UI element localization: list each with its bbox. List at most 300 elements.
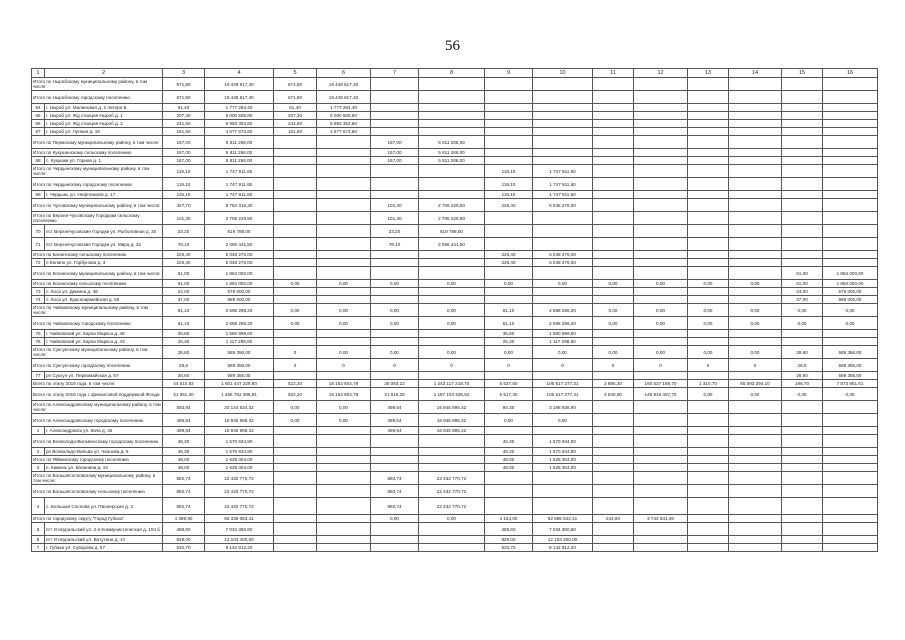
value-cell: 101,30 — [163, 212, 205, 225]
value-cell — [419, 296, 485, 304]
row-address: г. Чердынь ул. Нефтяников д. 17 — [45, 191, 163, 199]
value-cell — [419, 191, 485, 199]
value-cell: 5 811 266,00 — [205, 157, 274, 165]
value-cell — [419, 456, 485, 464]
value-cell — [634, 427, 688, 435]
value-cell: 7 873 951,61 — [823, 380, 878, 388]
row-label: Итого по Всеволодо-Вильвенскому городскому поселению — [32, 435, 163, 448]
value-cell: 0,00 — [419, 304, 485, 317]
value-cell — [593, 120, 634, 128]
value-cell: 12 103 400,00 — [205, 536, 274, 544]
value-cell: 105 617 377,31 — [533, 380, 593, 388]
header-cell: 10 — [533, 69, 593, 78]
header-cell: 14 — [729, 69, 782, 78]
value-cell — [634, 296, 688, 304]
value-cell: 0,00 — [274, 414, 317, 427]
value-cell — [729, 149, 782, 157]
value-cell: 522,20 — [274, 380, 317, 388]
value-cell — [593, 448, 634, 456]
value-cell: 167,00 — [371, 136, 419, 149]
value-cell: 589 356,00 — [823, 372, 878, 380]
value-cell: 0,00 — [782, 304, 823, 317]
value-cell — [688, 165, 729, 178]
row-number: 64 — [32, 104, 45, 112]
value-cell: 6 048 276,00 — [533, 199, 593, 212]
value-cell — [688, 112, 729, 120]
table-row — [32, 338, 878, 346]
value-cell — [823, 536, 878, 544]
value-cell: 0 — [593, 359, 634, 372]
table-row — [32, 515, 878, 523]
value-cell — [533, 267, 593, 280]
value-cell: 1 466 792 398,81 — [205, 388, 274, 401]
value-cell: 0,00 — [533, 414, 593, 427]
value-cell: 23,20 — [163, 225, 205, 238]
value-cell — [371, 120, 419, 128]
value-cell — [634, 448, 688, 456]
header-cell: 2 — [45, 69, 163, 78]
value-cell: 5 811 266,00 — [205, 149, 274, 157]
table-row — [32, 414, 878, 427]
value-cell — [782, 178, 823, 191]
value-cell: 1 601 447 229,80 — [205, 380, 274, 388]
value-cell: 0 — [729, 359, 782, 372]
table-row — [32, 259, 878, 267]
value-cell — [634, 238, 688, 251]
value-cell — [485, 112, 533, 120]
value-cell — [823, 523, 878, 536]
value-cell — [688, 288, 729, 296]
row-address: пст Верхнечусовские Городки ул. Рыболовная д. 20 — [45, 225, 163, 238]
value-cell: 61,00 — [782, 280, 823, 288]
value-cell — [274, 251, 317, 259]
value-cell: 892,74 — [371, 485, 419, 498]
value-cell: 5 811 266,00 — [419, 157, 485, 165]
value-cell: 61,10 — [485, 304, 533, 317]
table-row — [32, 78, 878, 91]
value-cell — [371, 523, 419, 536]
value-cell: 22 432 770,72 — [419, 472, 485, 485]
value-cell — [593, 251, 634, 259]
value-cell — [782, 338, 823, 346]
value-cell — [782, 448, 823, 456]
value-cell — [371, 296, 419, 304]
value-cell: 5 811 266,00 — [205, 136, 274, 149]
value-cell — [274, 536, 317, 544]
row-address: п. Камень ул. Калинина д. 10 — [45, 464, 163, 472]
value-cell — [688, 128, 729, 136]
value-cell — [782, 238, 823, 251]
value-cell — [634, 91, 688, 104]
value-cell: 0,00 — [823, 388, 878, 401]
value-cell — [274, 523, 317, 536]
value-cell: 226,40 — [163, 251, 205, 259]
value-cell — [593, 104, 634, 112]
value-cell: 167,00 — [163, 157, 205, 165]
value-cell — [729, 372, 782, 380]
row-number: 3 — [32, 464, 45, 472]
value-cell — [419, 267, 485, 280]
table-row — [32, 544, 878, 552]
value-cell — [729, 515, 782, 523]
value-cell — [485, 136, 533, 149]
value-cell: 1 777 284,40 — [205, 104, 274, 112]
row-number: 69 — [32, 191, 45, 199]
value-cell — [317, 330, 371, 338]
value-cell: 0,00 — [634, 304, 688, 317]
value-cell: 6 000 505,80 — [205, 112, 274, 120]
row-label: Итого по Кукушенскому сельскому поселению — [32, 149, 163, 157]
value-cell: 0 — [317, 359, 371, 372]
header-cell: 16 — [823, 69, 878, 78]
value-cell — [729, 104, 782, 112]
value-cell — [593, 225, 634, 238]
value-cell — [371, 464, 419, 472]
value-cell: 0,00 — [533, 280, 593, 288]
value-cell: 48,00 — [485, 456, 533, 464]
value-cell: 5 811 266,00 — [419, 136, 485, 149]
row-label: Итого по Чердынскому городскому поселению — [32, 178, 163, 191]
value-cell: 1 747 911,60 — [205, 178, 274, 191]
value-cell: 2 698 298,20 — [205, 304, 274, 317]
value-cell — [729, 165, 782, 178]
value-cell: 19 448 817,40 — [317, 91, 371, 104]
value-cell — [823, 78, 878, 91]
table-body — [32, 69, 878, 552]
value-cell: 888 000,00 — [205, 296, 274, 304]
value-cell — [419, 372, 485, 380]
value-cell: 0,00 — [593, 280, 634, 288]
value-cell — [634, 225, 688, 238]
row-label: Итого по Ныробскому городскому поселению — [32, 91, 163, 104]
value-cell — [634, 149, 688, 157]
table-row — [32, 388, 878, 401]
row-number: 75 — [32, 330, 45, 338]
value-cell: 16 945 895,42 — [205, 414, 274, 427]
value-cell: 327,70 — [163, 199, 205, 212]
value-cell: 24,00 — [782, 288, 823, 296]
row-address: с. Кукушки ул. Горная д. 1 — [45, 157, 163, 165]
value-cell — [823, 485, 878, 498]
value-cell: 0,00 — [317, 280, 371, 288]
value-cell: 19 448 817,40 — [205, 91, 274, 104]
value-cell — [274, 238, 317, 251]
value-cell: 46,30 — [163, 448, 205, 456]
value-cell — [823, 157, 878, 165]
page-number: 56 — [445, 38, 460, 54]
table-row — [32, 456, 878, 464]
table-row — [32, 317, 878, 330]
value-cell — [533, 91, 593, 104]
value-cell: 119,10 — [485, 178, 533, 191]
value-cell — [274, 456, 317, 464]
value-cell: 12 103 400,00 — [533, 536, 593, 544]
value-cell: 24,00 — [163, 288, 205, 296]
value-cell — [317, 149, 371, 157]
value-cell: 7 034 360,60 — [533, 523, 593, 536]
value-cell: 892,74 — [163, 498, 205, 515]
header-cell: 6 — [317, 69, 371, 78]
value-cell: 0,00 — [688, 346, 729, 359]
value-cell — [533, 112, 593, 120]
value-cell — [371, 165, 419, 178]
value-cell: 18 153 604,78 — [317, 380, 371, 388]
table-row — [32, 225, 878, 238]
value-cell: 0,00 — [533, 346, 593, 359]
value-cell: 48,00 — [163, 464, 205, 472]
row-label: Итого по Александровскому муниципальному району, в том числе: — [33, 402, 161, 412]
value-cell — [634, 165, 688, 178]
value-cell — [688, 338, 729, 346]
value-cell: 0,00 — [419, 317, 485, 330]
row-number: 1 — [32, 427, 45, 435]
value-cell — [317, 251, 371, 259]
value-cell: 0,00 — [419, 346, 485, 359]
value-cell: 499,54 — [163, 427, 205, 435]
value-cell: 671,90 — [163, 91, 205, 104]
value-cell — [274, 330, 317, 338]
value-cell: 5 537,50 — [485, 380, 533, 388]
value-cell: 61,00 — [163, 280, 205, 288]
value-cell: 8 142 812,20 — [205, 544, 274, 552]
value-cell — [688, 296, 729, 304]
value-cell — [593, 338, 634, 346]
table-row — [32, 380, 878, 388]
value-cell — [371, 191, 419, 199]
value-cell: 892,74 — [163, 472, 205, 485]
value-cell: 62 595 542,41 — [533, 515, 593, 523]
value-cell: 1 777 284,40 — [317, 104, 371, 112]
value-cell — [485, 91, 533, 104]
table-row — [32, 91, 878, 104]
value-cell — [729, 536, 782, 544]
value-cell: 0,00 — [593, 346, 634, 359]
value-cell — [274, 225, 317, 238]
value-cell: 892,74 — [163, 485, 205, 498]
value-cell: 6 048 276,00 — [533, 259, 593, 267]
value-cell — [823, 427, 878, 435]
value-cell — [729, 523, 782, 536]
value-cell — [823, 338, 878, 346]
row-number: 6 — [32, 536, 45, 544]
value-cell — [533, 296, 593, 304]
value-cell — [688, 238, 729, 251]
value-cell — [371, 128, 419, 136]
row-label: Итого по городскому округу "Город Губаха" — [32, 515, 163, 523]
value-cell: 589 356,00 — [205, 359, 274, 372]
table-row — [32, 191, 878, 199]
value-cell: 46,30 — [485, 448, 533, 456]
value-cell: 0,00 — [688, 280, 729, 288]
value-cell — [533, 498, 593, 515]
value-cell — [688, 120, 729, 128]
value-cell: 2 086 441,50 — [419, 238, 485, 251]
value-cell: 0,00 — [634, 280, 688, 288]
row-label: Итого по Суксунскому городскому поселению — [32, 359, 163, 372]
value-cell: 28,60 — [163, 346, 205, 359]
value-cell: 22 432 770,72 — [205, 485, 274, 498]
value-cell — [782, 91, 823, 104]
value-cell — [533, 372, 593, 380]
row-address: рп Суксун ул. Первомайская д. 57 — [45, 372, 163, 380]
value-cell — [823, 128, 878, 136]
value-cell: 1 747 911,60 — [205, 191, 274, 199]
value-cell — [634, 288, 688, 296]
value-cell — [782, 199, 823, 212]
value-cell — [729, 212, 782, 225]
header-cell: 7 — [371, 69, 419, 78]
value-cell — [533, 136, 593, 149]
value-cell — [729, 330, 782, 338]
value-cell: 0,00 — [634, 317, 688, 330]
value-cell — [419, 544, 485, 552]
value-cell — [317, 296, 371, 304]
value-cell: 888 000,00 — [823, 296, 878, 304]
row-number: 4 — [32, 498, 45, 515]
value-cell — [782, 120, 823, 128]
row-label: Итого по Чайковскому муниципальному району, в том числе: — [32, 304, 163, 317]
value-cell — [317, 485, 371, 498]
header-cell: 11 — [593, 69, 634, 78]
value-cell — [593, 149, 634, 157]
value-cell: 1 864 000,00 — [205, 267, 274, 280]
value-cell — [729, 112, 782, 120]
value-cell — [371, 372, 419, 380]
value-cell: 619 788,00 — [205, 225, 274, 238]
row-label: Итого по Чайковскому городскому поселению — [32, 317, 163, 330]
value-cell — [533, 78, 593, 91]
value-cell — [485, 296, 533, 304]
table-row — [32, 128, 878, 136]
value-cell — [823, 165, 878, 178]
value-cell — [729, 498, 782, 515]
header-cell: 4 — [205, 69, 274, 78]
value-cell — [485, 157, 533, 165]
table-row — [32, 157, 878, 165]
value-cell — [419, 259, 485, 267]
row-label: Итого по Ныробскому муниципальному району, в том числе: — [32, 78, 163, 91]
table-row — [32, 104, 878, 112]
header-cell: 13 — [688, 69, 729, 78]
value-cell — [823, 149, 878, 157]
value-cell — [823, 448, 878, 456]
value-cell — [593, 288, 634, 296]
value-cell: 1 580 999,60 — [205, 330, 274, 338]
value-cell — [729, 157, 782, 165]
value-cell — [688, 212, 729, 225]
value-cell — [634, 120, 688, 128]
value-cell — [274, 191, 317, 199]
value-cell — [317, 199, 371, 212]
value-cell — [593, 498, 634, 515]
value-cell: 589 356,00 — [823, 346, 878, 359]
value-cell — [729, 448, 782, 456]
value-cell — [371, 456, 419, 464]
value-cell — [729, 238, 782, 251]
value-cell — [688, 178, 729, 191]
row-address: п Калино ул. Горбунова д. 3 — [45, 259, 163, 267]
value-cell: 0,00 — [371, 280, 419, 288]
value-cell — [274, 485, 317, 498]
value-cell: 3 895,20 — [593, 380, 634, 388]
value-cell — [274, 498, 317, 515]
row-label: Итого по Александровскому городскому поселению — [32, 414, 163, 427]
value-cell — [593, 157, 634, 165]
value-cell: 0 — [634, 359, 688, 372]
table-row — [32, 536, 878, 544]
value-cell: 2 706 229,50 — [205, 212, 274, 225]
value-cell — [485, 472, 533, 485]
value-cell: 48,00 — [163, 456, 205, 464]
value-cell: 28,60 — [163, 372, 205, 380]
value-cell: 0,00 — [317, 401, 371, 414]
value-cell — [823, 414, 878, 427]
header-cell: 5 — [274, 69, 317, 78]
value-cell: 6 000 505,80 — [317, 112, 371, 120]
row-number: 74 — [32, 296, 45, 304]
value-cell: 0,00 — [371, 317, 419, 330]
value-cell: 1 628 304,00 — [533, 464, 593, 472]
value-cell: 0,00 — [317, 304, 371, 317]
value-cell: 61,40 — [163, 104, 205, 112]
value-cell: 22 432 770,72 — [419, 498, 485, 515]
value-cell: 2 706 229,50 — [419, 199, 485, 212]
value-cell: 119,10 — [485, 191, 533, 199]
value-cell: 44 510,92 — [163, 380, 205, 388]
table-row — [32, 346, 878, 359]
value-cell: 6 993 353,60 — [205, 120, 274, 128]
value-cell: 226,40 — [485, 259, 533, 267]
value-cell: 16 945 895,42 — [419, 427, 485, 435]
value-cell — [371, 251, 419, 259]
value-cell — [823, 112, 878, 120]
value-cell — [823, 191, 878, 199]
value-cell — [688, 251, 729, 259]
value-cell — [729, 544, 782, 552]
value-cell — [593, 536, 634, 544]
value-cell: 66 339 083,41 — [205, 515, 274, 523]
value-cell — [274, 427, 317, 435]
value-cell — [688, 544, 729, 552]
value-cell: 499,54 — [371, 401, 419, 414]
value-cell — [729, 485, 782, 498]
value-cell — [317, 523, 371, 536]
value-cell — [593, 330, 634, 338]
value-cell — [593, 259, 634, 267]
value-cell: 0 — [485, 359, 533, 372]
value-cell: 0,00 — [274, 401, 317, 414]
value-cell — [371, 267, 419, 280]
value-cell — [533, 225, 593, 238]
value-cell — [782, 435, 823, 448]
value-cell — [634, 435, 688, 448]
value-cell — [485, 120, 533, 128]
value-cell — [729, 427, 782, 435]
value-cell — [419, 178, 485, 191]
value-cell — [634, 259, 688, 267]
value-cell: 829,00 — [485, 536, 533, 544]
value-cell — [485, 212, 533, 225]
value-cell — [634, 523, 688, 536]
value-cell — [688, 267, 729, 280]
value-cell — [371, 544, 419, 552]
value-cell — [317, 435, 371, 448]
value-cell — [634, 112, 688, 120]
value-cell: 22 432 770,72 — [205, 498, 274, 515]
value-cell — [688, 91, 729, 104]
value-cell: 0,00 — [688, 388, 729, 401]
value-cell: 1 747 911,60 — [533, 178, 593, 191]
